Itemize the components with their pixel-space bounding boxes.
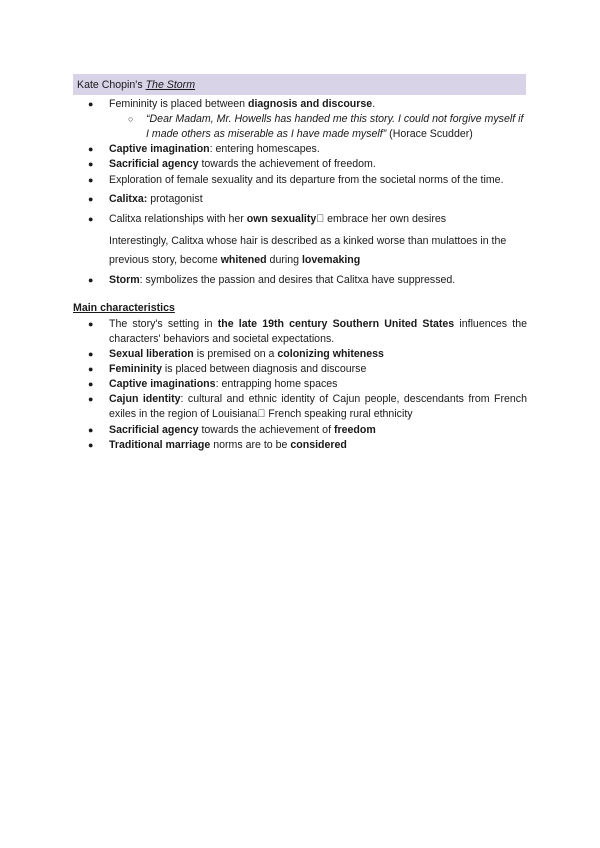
paragraph-line [109,234,527,249]
bullet-icon: ● [88,99,94,109]
hollow-bullet-icon: ○ [128,114,134,124]
bold-text: the late 19th century Southern United States [217,318,455,330]
list-item [109,97,527,112]
sub-list-item [146,112,528,142]
list-item [109,317,527,347]
text: is premised on a [193,348,278,360]
quote-text: “Dear Madam, Mr. Howells has handed me this story. I could not forgive myself if I made others as miserable as I have made myself” [146,113,524,140]
section-heading: Main characteristics [73,302,175,314]
bullet-icon: ● [88,144,94,154]
bold-text: Sexual liberation [109,348,194,360]
bullet-icon: ● [88,379,94,389]
text: norms are to be [210,439,291,451]
list-item [109,142,527,157]
bold-text: own sexuality [246,213,317,225]
bullet-icon: ● [88,275,94,285]
list-item [109,347,527,362]
bold-text: colonizing whiteness [277,348,384,360]
list-item [109,438,527,453]
bold-text: lovemaking [301,254,361,266]
bold-text: freedom [333,424,376,436]
heading-work-title: The Storm [145,79,196,91]
bold-text: Captive imagination [109,143,210,155]
bold-text: whitened [220,254,267,266]
list-item [109,212,527,227]
text: influences the characters' behaviors and societal expectations. [109,318,527,345]
text: protagonist [147,193,203,205]
text: Interestingly, Calitxa whose hair is described as a kinked worse than mulattoes in the [109,235,507,247]
text: : entering homescapes. [209,143,320,155]
text: during [266,254,302,266]
text: : symbolizes the passion and desires that Calitxa have suppressed. [139,274,456,286]
bullet-icon: ● [88,175,94,185]
bullet-icon: ● [88,394,94,404]
list-item [109,157,527,172]
text: Femininity is placed between [109,98,248,110]
text: . [372,98,376,110]
text: Calitxa relationships with her [109,213,247,225]
text: previous story, become [109,254,221,266]
text: towards the achievement of freedom. [198,158,376,170]
text: The story's setting in [109,318,218,330]
bold-text: Sacrificial agency [109,424,199,436]
text: is placed between diagnosis and discourse [161,363,367,375]
bullet-icon: ● [88,349,94,359]
list-item [109,392,527,422]
text: : cultural and ethnic identity of Cajun people, descendants from French exiles in the region of Louisiana  French speaking rural ethnicity [109,393,527,420]
bold-text: Sacrificial agency [109,158,199,170]
bullet-icon: ● [88,194,94,204]
bold-text: Calitxa: [109,193,148,205]
text:   embrace her own desires [316,213,447,225]
list-item [109,173,527,188]
text: Exploration of female sexuality and its departure from the societal norms of the time. [109,174,504,186]
bold-text: Cajun identity [109,393,181,405]
bullet-icon: ● [88,425,94,435]
heading-prefix: Kate Chopin's [77,79,146,91]
bullet-icon: ● [88,364,94,374]
text: : entrapping home spaces [215,378,338,390]
list-item [109,423,527,438]
bold-text: Captive imaginations [109,378,216,390]
bullet-icon: ● [88,440,94,450]
list-item [109,192,527,207]
quote-source: (Horace Scudder) [386,128,473,140]
bold-text: diagnosis and discourse [247,98,373,110]
bullet-icon: ● [88,159,94,169]
paragraph-line [109,253,527,268]
bold-text: Traditional marriage [109,439,211,451]
list-item [109,362,527,377]
document-heading [73,74,526,95]
list-item [109,377,527,392]
bold-text: Femininity [109,363,162,375]
text: towards the achievement of [198,424,334,436]
bullet-icon: ● [88,214,94,224]
bullet-icon: ● [88,319,94,329]
bold-text: Storm [109,274,140,286]
list-item [109,273,527,288]
bold-text: considered [290,439,347,451]
